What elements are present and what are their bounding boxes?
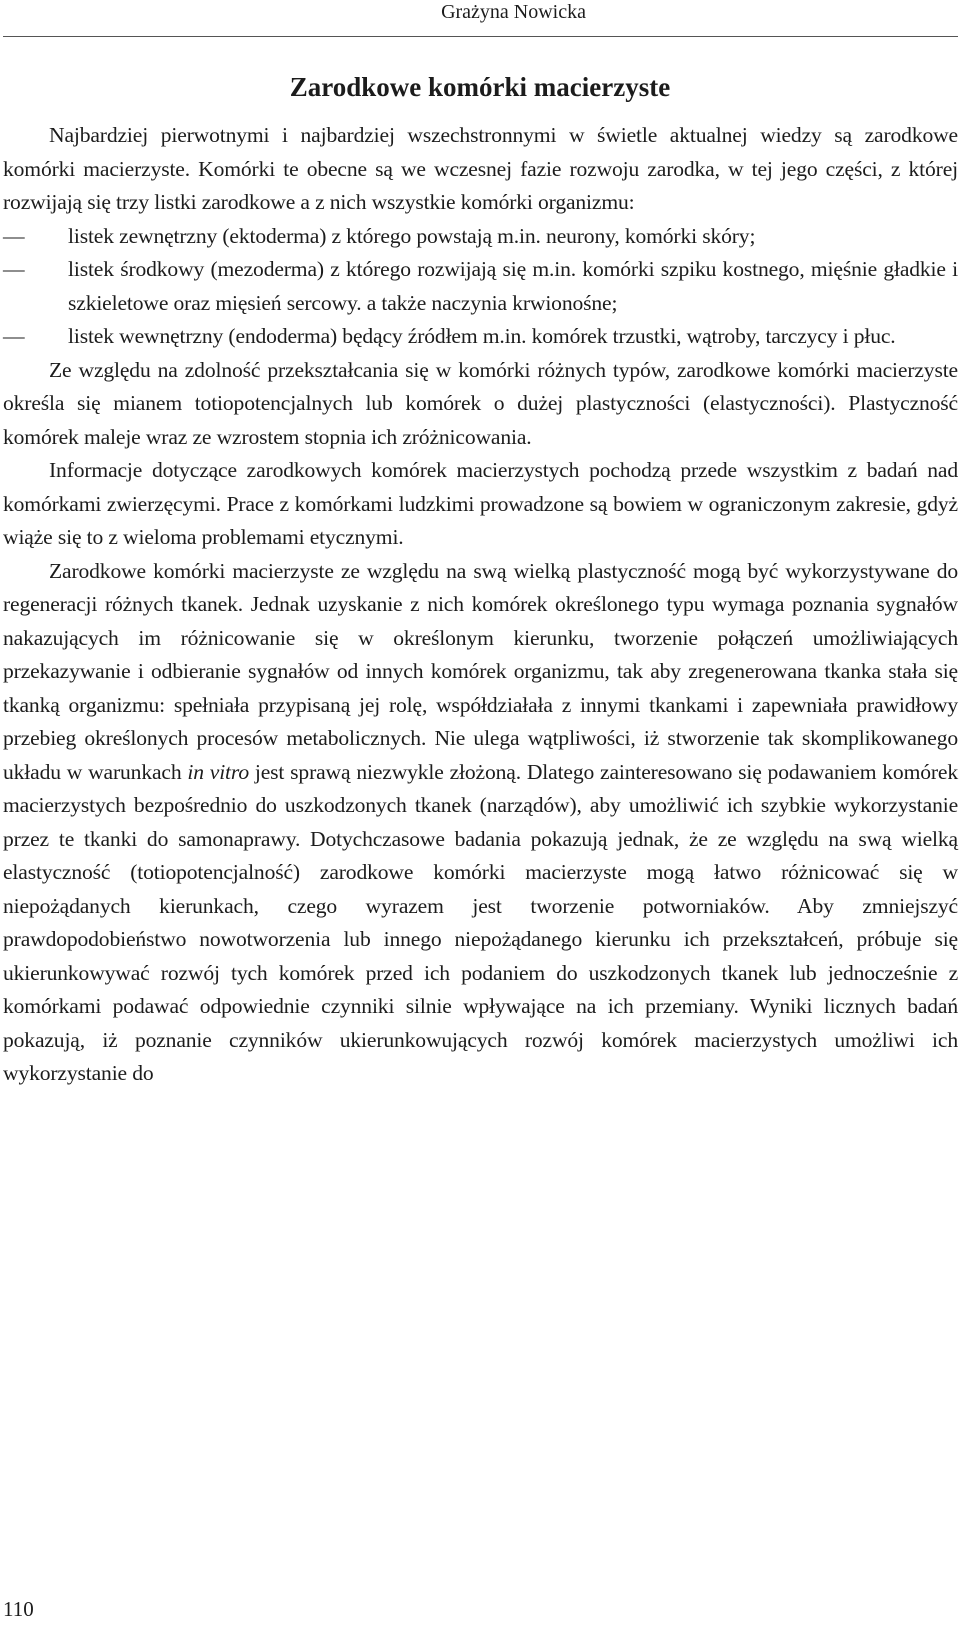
intro-paragraph: Najbardziej pierwotnymi i najbardziej wszechstronnymi w świetle aktualnej wiedzy są zarodkowe komórki macierzyste. Komórki te obecne są we wczesnej fazie rozwoju zarodka, w tej jego części, z której rozwijają się trzy listki zarodkowe a z nich wszystkie komórki organizmu:: [3, 123, 958, 214]
paragraph-text: jest sprawą niezwykle złożoną. Dlatego zainteresowano się podawaniem komórek macierzystych bezpośrednio do uszkodzonych tkanek (narządów), aby umożliwić ich szybkie wykorzystanie przez te tkanki do samonaprawy. Dotychczasowe badania pokazują jednak, że ze względu na swą wielką elastyczność (totiopotencjalność) zarodkowe komórki macierzyste mogą łatwo różnicować się w niepożądanych kierunkach, czego wyrazem jest tworzenie potworniaków. Aby zmniejszyć prawdopodobieństwo nowotworzenia lub innego niepożądanego kierunku ich przekształceń, próbuje się ukierunkowywać rozwój tych komórek przed ich podaniem do uszkodzonych tkanek lub jednocześnie z komórkami podawać odpowiednie czynniki silnie wpływające na ich przemiany. Wyniki licznych badań pokazują, iż poznanie czynników ukierunkowujących rozwój komórek macierzystych umożliwi ich wykorzystanie do: [3, 759, 958, 1085]
paragraph-text: Zarodkowe komórki macierzyste ze względu na swą wielką plastyczność mogą być wykorzystywane do regeneracji różnych tkanek. Jednak uzyskanie z nich komórek określonego typu wymaga poznania sygnałów nakazujących im różnicowanie się w określonym kierunku, tworzenie połączeń umożliwiających przekazywanie i odbieranie sygnałów od innych komórek organizmu, tak aby zregenerowana tkanka stała się tkanką organizmu: spełniała przypisaną jej rolę, współdziałała z innymi tkankami i zapewniała prawidłowy przebieg określonych procesów metabolicznych. Nie ulega wątpliwości, iż stworzenie tak skomplikowanego układu w warunkach: [3, 558, 958, 784]
body-text: [3, 119, 958, 1091]
header-rule: [3, 36, 958, 37]
list-item: [3, 220, 958, 254]
list-dash: —: [3, 324, 25, 348]
italic-term: in vitro: [187, 759, 249, 784]
running-head: [0, 0, 960, 28]
germ-layer-list: [3, 220, 958, 354]
section-title: Zarodkowe komórki macierzyste: [289, 72, 671, 102]
list-item: [3, 320, 958, 354]
page-number: 110: [3, 1597, 34, 1621]
paragraph: Ze względu na zdolność przekształcania się w komórki różnych typów, zarodkowe komórki macierzyste określa się mianem totiopotencjalnych lub komórek o dużej plastyczności (elastyczności). Plastyczność komórek maleje wraz ze wzrostem stopnia ich zróżnicowania.: [3, 357, 958, 449]
paragraph-last: [3, 555, 958, 1091]
list-item-text: listek środkowy (mezoderma) z którego rozwijają się m.in. komórki szpiku kostnego, mięśnie gładkie i szkieletowe oraz mięsień sercowy. a także naczynia krwionośne;: [68, 257, 958, 315]
list-dash: —: [3, 223, 25, 248]
list-item-text: listek wewnętrzny (endoderma) będący źródłem m.in. komórek trzustki, wątroby, tarczycy i płuc.: [68, 324, 896, 348]
list-dash: —: [3, 257, 25, 281]
author-name: Grażyna Nowicka: [441, 1, 586, 23]
paragraph: Informacje dotyczące zarodkowych komórek macierzystych pochodzą przede wszystkim z badań nad komórkami zwierzęcymi. Prace z komórkami ludzkimi prowadzone są bowiem w ograniczonym zakresie, gdyż wiąże się to z wieloma problemami etycznymi.: [3, 458, 958, 549]
list-item-text: listek zewnętrzny (ektoderma) z którego powstają m.in. neurony, komórki skóry;: [68, 223, 756, 248]
list-item: [3, 253, 958, 320]
